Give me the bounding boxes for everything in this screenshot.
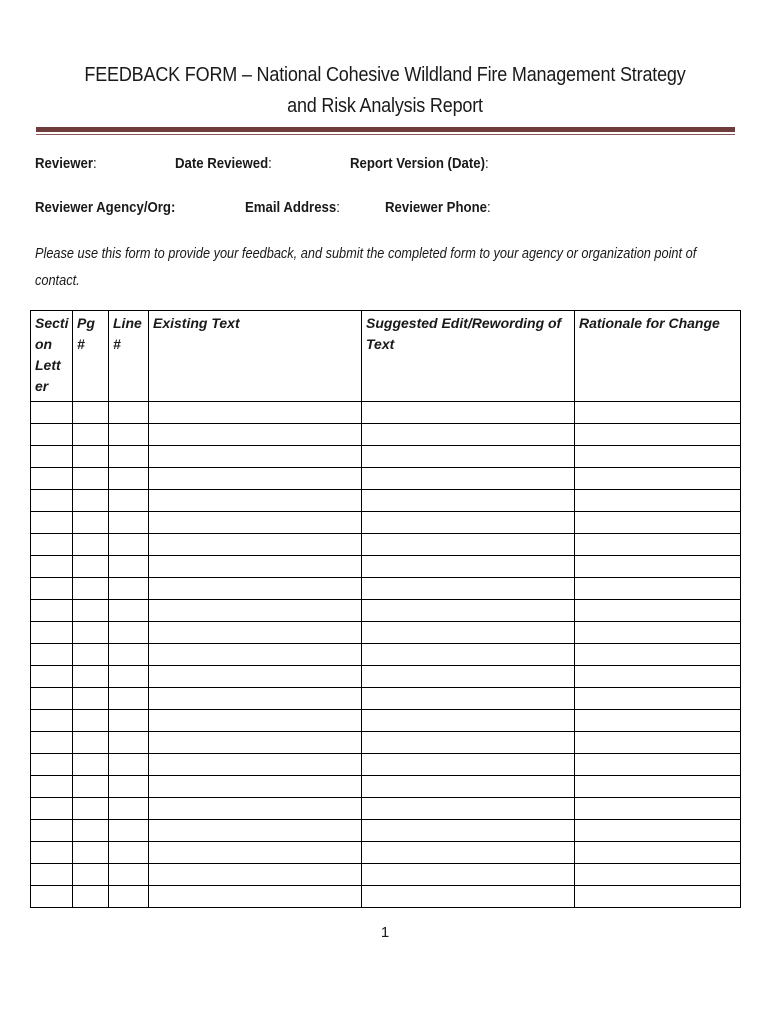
table-cell[interactable] bbox=[362, 534, 575, 556]
table-cell[interactable] bbox=[575, 578, 741, 600]
header-page: Pg # bbox=[73, 311, 109, 402]
table-cell[interactable] bbox=[149, 798, 362, 820]
date-reviewed-colon: : bbox=[268, 155, 272, 172]
table-cell[interactable] bbox=[149, 556, 362, 578]
table-cell[interactable] bbox=[575, 402, 741, 424]
table-cell[interactable] bbox=[109, 600, 149, 622]
table-cell[interactable] bbox=[31, 490, 73, 512]
table-cell[interactable] bbox=[362, 842, 575, 864]
agency-colon: : bbox=[170, 199, 176, 216]
table-cell[interactable] bbox=[362, 666, 575, 688]
table-cell[interactable] bbox=[31, 644, 73, 666]
table-cell[interactable] bbox=[362, 512, 575, 534]
table-cell[interactable] bbox=[31, 666, 73, 688]
table-cell[interactable] bbox=[31, 446, 73, 468]
reviewer-label: Reviewer bbox=[35, 155, 93, 172]
table-cell[interactable] bbox=[73, 842, 109, 864]
table-cell[interactable] bbox=[575, 644, 741, 666]
header-line: Line # bbox=[109, 311, 149, 402]
table-row bbox=[31, 490, 741, 512]
table-cell[interactable] bbox=[73, 886, 109, 908]
table-cell[interactable] bbox=[31, 886, 73, 908]
table-cell[interactable] bbox=[575, 512, 741, 534]
table-cell[interactable] bbox=[575, 534, 741, 556]
table-cell[interactable] bbox=[149, 820, 362, 842]
table-cell[interactable] bbox=[362, 798, 575, 820]
table-cell[interactable] bbox=[362, 864, 575, 886]
table-row bbox=[31, 688, 741, 710]
table-cell[interactable] bbox=[73, 622, 109, 644]
table-row bbox=[31, 424, 741, 446]
phone-label: Reviewer Phone bbox=[385, 199, 487, 216]
table-cell[interactable] bbox=[362, 622, 575, 644]
table-cell[interactable] bbox=[31, 600, 73, 622]
table-cell[interactable] bbox=[31, 754, 73, 776]
table-cell[interactable] bbox=[149, 578, 362, 600]
agency-field[interactable] bbox=[35, 199, 175, 216]
instructions: Please use this form to provide your feedback, and submit the completed form to your agency or organization point of contact. bbox=[35, 245, 697, 289]
table-cell[interactable] bbox=[575, 666, 741, 688]
table-cell[interactable] bbox=[149, 644, 362, 666]
table-cell[interactable] bbox=[362, 732, 575, 754]
table-cell[interactable] bbox=[73, 468, 109, 490]
form-title: FEEDBACK FORM – National Cohesive Wildland Fire Management Strategy and Risk Analysis Report bbox=[84, 64, 686, 117]
agency-label: Reviewer Agency/Org bbox=[35, 199, 171, 216]
table-cell[interactable] bbox=[109, 886, 149, 908]
table-cell[interactable] bbox=[31, 512, 73, 534]
table-cell[interactable] bbox=[149, 688, 362, 710]
feedback-table bbox=[30, 310, 741, 908]
table-cell[interactable] bbox=[362, 644, 575, 666]
table-cell[interactable] bbox=[149, 754, 362, 776]
table-cell[interactable] bbox=[362, 446, 575, 468]
table-cell[interactable] bbox=[149, 402, 362, 424]
table-cell[interactable] bbox=[31, 732, 73, 754]
table-cell[interactable] bbox=[73, 600, 109, 622]
table-cell[interactable] bbox=[109, 534, 149, 556]
table-row bbox=[31, 864, 741, 886]
table-cell[interactable] bbox=[149, 776, 362, 798]
table-cell[interactable] bbox=[575, 732, 741, 754]
table-cell[interactable] bbox=[575, 600, 741, 622]
table-cell[interactable] bbox=[149, 666, 362, 688]
table-cell[interactable] bbox=[109, 578, 149, 600]
email-field[interactable] bbox=[245, 199, 340, 216]
table-row bbox=[31, 402, 741, 424]
phone-colon: : bbox=[486, 199, 491, 216]
table-cell[interactable] bbox=[109, 754, 149, 776]
table-cell[interactable] bbox=[109, 732, 149, 754]
table-cell[interactable] bbox=[149, 864, 362, 886]
table-cell[interactable] bbox=[149, 490, 362, 512]
table-row bbox=[31, 820, 741, 842]
table-cell[interactable] bbox=[73, 798, 109, 820]
table-cell[interactable] bbox=[575, 776, 741, 798]
table-body bbox=[31, 402, 741, 908]
table-row bbox=[31, 512, 741, 534]
table-cell[interactable] bbox=[575, 446, 741, 468]
table-cell[interactable] bbox=[73, 820, 109, 842]
table-cell[interactable] bbox=[575, 820, 741, 842]
table-cell[interactable] bbox=[31, 820, 73, 842]
table-cell[interactable] bbox=[575, 622, 741, 644]
table-row bbox=[31, 776, 741, 798]
table-cell[interactable] bbox=[362, 688, 575, 710]
table-cell[interactable] bbox=[149, 424, 362, 446]
table-cell[interactable] bbox=[31, 864, 73, 886]
table-cell[interactable] bbox=[109, 688, 149, 710]
table-cell[interactable] bbox=[31, 556, 73, 578]
table-row bbox=[31, 666, 741, 688]
table-cell[interactable] bbox=[575, 710, 741, 732]
table-row bbox=[31, 754, 741, 776]
email-label: Email Address bbox=[245, 199, 337, 216]
table-cell[interactable] bbox=[73, 754, 109, 776]
table-cell[interactable] bbox=[73, 512, 109, 534]
table-cell[interactable] bbox=[31, 622, 73, 644]
table-cell[interactable] bbox=[31, 710, 73, 732]
table-cell[interactable] bbox=[73, 666, 109, 688]
header-section-letter: Secti on Lett er bbox=[31, 311, 73, 402]
header-rationale: Rationale for Change bbox=[575, 311, 741, 402]
table-header-row bbox=[31, 311, 741, 402]
table-row bbox=[31, 578, 741, 600]
table-cell[interactable] bbox=[73, 578, 109, 600]
table-cell[interactable] bbox=[362, 600, 575, 622]
table-cell[interactable] bbox=[73, 776, 109, 798]
table-cell[interactable] bbox=[31, 776, 73, 798]
table-cell[interactable] bbox=[575, 842, 741, 864]
table-cell[interactable] bbox=[362, 776, 575, 798]
email-colon: : bbox=[336, 199, 340, 216]
table-cell[interactable] bbox=[149, 534, 362, 556]
table-cell[interactable] bbox=[575, 798, 741, 820]
table-row bbox=[31, 886, 741, 908]
table-row bbox=[31, 446, 741, 468]
title-divider-thick bbox=[36, 127, 735, 132]
table-cell[interactable] bbox=[149, 446, 362, 468]
table-cell[interactable] bbox=[149, 468, 362, 490]
table-row bbox=[31, 600, 741, 622]
report-version-field[interactable] bbox=[350, 155, 489, 172]
table-cell[interactable] bbox=[31, 842, 73, 864]
header-suggested-edit: Suggested Edit/Rewording of Text bbox=[362, 311, 575, 402]
table-row bbox=[31, 622, 741, 644]
table-cell[interactable] bbox=[575, 424, 741, 446]
table-cell[interactable] bbox=[149, 600, 362, 622]
table-row bbox=[31, 842, 741, 864]
table-cell[interactable] bbox=[73, 688, 109, 710]
table-cell[interactable] bbox=[109, 446, 149, 468]
table-cell[interactable] bbox=[109, 468, 149, 490]
table-cell[interactable] bbox=[575, 754, 741, 776]
table-cell[interactable] bbox=[575, 468, 741, 490]
table-cell[interactable] bbox=[73, 556, 109, 578]
table-cell[interactable] bbox=[109, 556, 149, 578]
table-cell[interactable] bbox=[31, 468, 73, 490]
report-version-colon: : bbox=[484, 155, 489, 172]
table-cell[interactable] bbox=[109, 820, 149, 842]
table-row bbox=[31, 468, 741, 490]
header-existing-text: Existing Text bbox=[149, 311, 362, 402]
table-cell[interactable] bbox=[362, 578, 575, 600]
table-cell[interactable] bbox=[73, 644, 109, 666]
table-cell[interactable] bbox=[109, 798, 149, 820]
table-cell[interactable] bbox=[31, 534, 73, 556]
table-cell[interactable] bbox=[31, 688, 73, 710]
table-cell[interactable] bbox=[31, 424, 73, 446]
table-cell[interactable] bbox=[362, 886, 575, 908]
table-cell[interactable] bbox=[109, 402, 149, 424]
table-cell[interactable] bbox=[362, 820, 575, 842]
phone-field[interactable] bbox=[385, 199, 491, 216]
table-cell[interactable] bbox=[149, 732, 362, 754]
table-cell[interactable] bbox=[575, 556, 741, 578]
date-reviewed-field[interactable] bbox=[175, 155, 272, 172]
table-cell[interactable] bbox=[149, 710, 362, 732]
table-cell[interactable] bbox=[575, 864, 741, 886]
reviewer-field[interactable] bbox=[35, 155, 97, 172]
table-cell[interactable] bbox=[109, 490, 149, 512]
table-cell[interactable] bbox=[31, 798, 73, 820]
table-cell[interactable] bbox=[73, 446, 109, 468]
table-row bbox=[31, 732, 741, 754]
table-cell[interactable] bbox=[109, 424, 149, 446]
table-row bbox=[31, 798, 741, 820]
table-cell[interactable] bbox=[31, 402, 73, 424]
table-cell[interactable] bbox=[149, 842, 362, 864]
table-cell[interactable] bbox=[109, 864, 149, 886]
table-cell[interactable] bbox=[362, 468, 575, 490]
table-cell[interactable] bbox=[109, 776, 149, 798]
table-cell[interactable] bbox=[109, 710, 149, 732]
table-cell[interactable] bbox=[73, 864, 109, 886]
table-cell[interactable] bbox=[73, 402, 109, 424]
table-row bbox=[31, 556, 741, 578]
table-cell[interactable] bbox=[73, 490, 109, 512]
table-cell[interactable] bbox=[109, 666, 149, 688]
table-cell[interactable] bbox=[73, 710, 109, 732]
table-cell[interactable] bbox=[362, 556, 575, 578]
table-cell[interactable] bbox=[149, 622, 362, 644]
table-cell[interactable] bbox=[575, 490, 741, 512]
table-cell[interactable] bbox=[362, 424, 575, 446]
table-cell[interactable] bbox=[73, 732, 109, 754]
report-version-label: Report Version (Date) bbox=[350, 155, 485, 172]
reviewer-colon: : bbox=[92, 155, 97, 172]
table-cell[interactable] bbox=[31, 578, 73, 600]
table-cell[interactable] bbox=[109, 644, 149, 666]
table-cell[interactable] bbox=[109, 842, 149, 864]
table-cell[interactable] bbox=[149, 512, 362, 534]
table-cell[interactable] bbox=[362, 754, 575, 776]
page-number: 1 bbox=[380, 924, 390, 941]
table-cell[interactable] bbox=[149, 886, 362, 908]
table-row bbox=[31, 710, 741, 732]
table-cell[interactable] bbox=[362, 490, 575, 512]
table-cell[interactable] bbox=[73, 424, 109, 446]
title-divider-thin bbox=[36, 134, 735, 135]
table-cell[interactable] bbox=[362, 710, 575, 732]
table-cell[interactable] bbox=[109, 512, 149, 534]
table-cell[interactable] bbox=[362, 402, 575, 424]
table-row bbox=[31, 534, 741, 556]
table-cell[interactable] bbox=[575, 688, 741, 710]
table-cell[interactable] bbox=[575, 886, 741, 908]
date-reviewed-label: Date Reviewed bbox=[175, 155, 269, 172]
table-row bbox=[31, 644, 741, 666]
table-cell[interactable] bbox=[73, 534, 109, 556]
table-cell[interactable] bbox=[109, 622, 149, 644]
